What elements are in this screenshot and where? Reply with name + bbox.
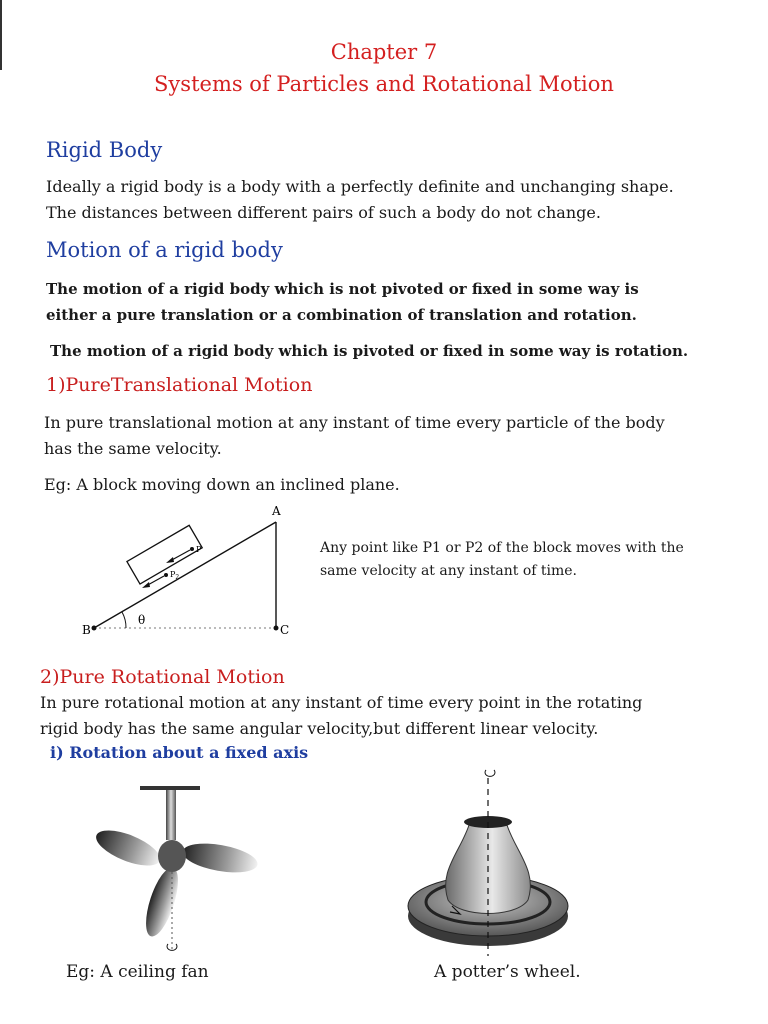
fan-blade-bottom (139, 864, 184, 940)
rotational-line-2: rigid body has the same angular velocity,but different linear velocity. (40, 719, 599, 738)
rigid-body-line-2: The distances between different pairs of such a body do not change. (46, 203, 601, 222)
point-b-dot (92, 626, 97, 631)
translational-example: Eg: A block moving down an inclined plane. (44, 475, 400, 494)
fan-blade-left (92, 823, 165, 873)
potters-wheel-caption: A potter’s wheel. (434, 962, 581, 982)
point-p1-dot (190, 547, 194, 551)
translational-line-2: has the same velocity. (44, 439, 222, 458)
rigid-body-text (46, 174, 756, 226)
translational-note-line-2: same velocity at any instant of time. (320, 563, 578, 579)
inclined-plane-diagram (80, 500, 310, 645)
chapter-title: Systems of Particles and Rotational Motion (154, 72, 614, 96)
motion-p1-line-1: The motion of a rigid body which is not pivoted or fixed in some way is (46, 280, 639, 298)
potters-wheel-illustration (400, 760, 580, 960)
chapter-number: Chapter 7 (330, 40, 438, 64)
point-p2-dot (164, 573, 168, 577)
motion-p1-line-2: either a pure translation or a combination of translation and rotation. (46, 306, 637, 324)
wheel-rotation-arrow (485, 770, 495, 776)
theta-arc (122, 612, 126, 628)
rotation-fixed-axis-subheading: i) Rotation about a fixed axis (50, 743, 309, 762)
label-theta: θ (138, 613, 146, 627)
rotational-text (40, 690, 642, 742)
fan-hub (158, 840, 186, 872)
rigid-body-heading: Rigid Body (46, 138, 163, 162)
velocity-arrow-p2-head (142, 582, 150, 588)
translational-note-line-1: Any point like P1 or P2 of the block moves with the (320, 540, 684, 556)
label-a: A (272, 504, 281, 518)
translational-note (320, 537, 684, 583)
fan-ceiling-plate (140, 786, 200, 790)
fan-downrod (166, 790, 176, 840)
motion-paragraph-1 (46, 276, 746, 328)
rotational-heading: 2)Pure Rotational Motion (40, 666, 285, 688)
motion-heading: Motion of a rigid body (46, 238, 283, 262)
label-p2: $P_2$ (170, 570, 180, 581)
fan-blade-right (180, 839, 259, 878)
ceiling-fan-caption: Eg: A ceiling fan (66, 962, 209, 982)
label-c: C (280, 623, 290, 637)
point-c-dot (274, 626, 279, 631)
ceiling-fan-illustration (88, 780, 268, 960)
translational-text (44, 410, 665, 462)
label-p1: P (196, 545, 202, 554)
rotational-line-1: In pure rotational motion at any instant of time every point in the rotating (40, 693, 643, 712)
rigid-body-line-1: Ideally a rigid body is a body with a perfectly definite and unchanging shape. (46, 177, 674, 196)
motion-paragraph-2: The motion of a rigid body which is pivoted or fixed in some way is rotation. (50, 342, 689, 360)
label-b: B (82, 623, 91, 637)
translational-line-1: In pure translational motion at any instant of time every particle of the body (44, 413, 665, 432)
translational-heading: 1)PureTranslational Motion (46, 374, 313, 396)
